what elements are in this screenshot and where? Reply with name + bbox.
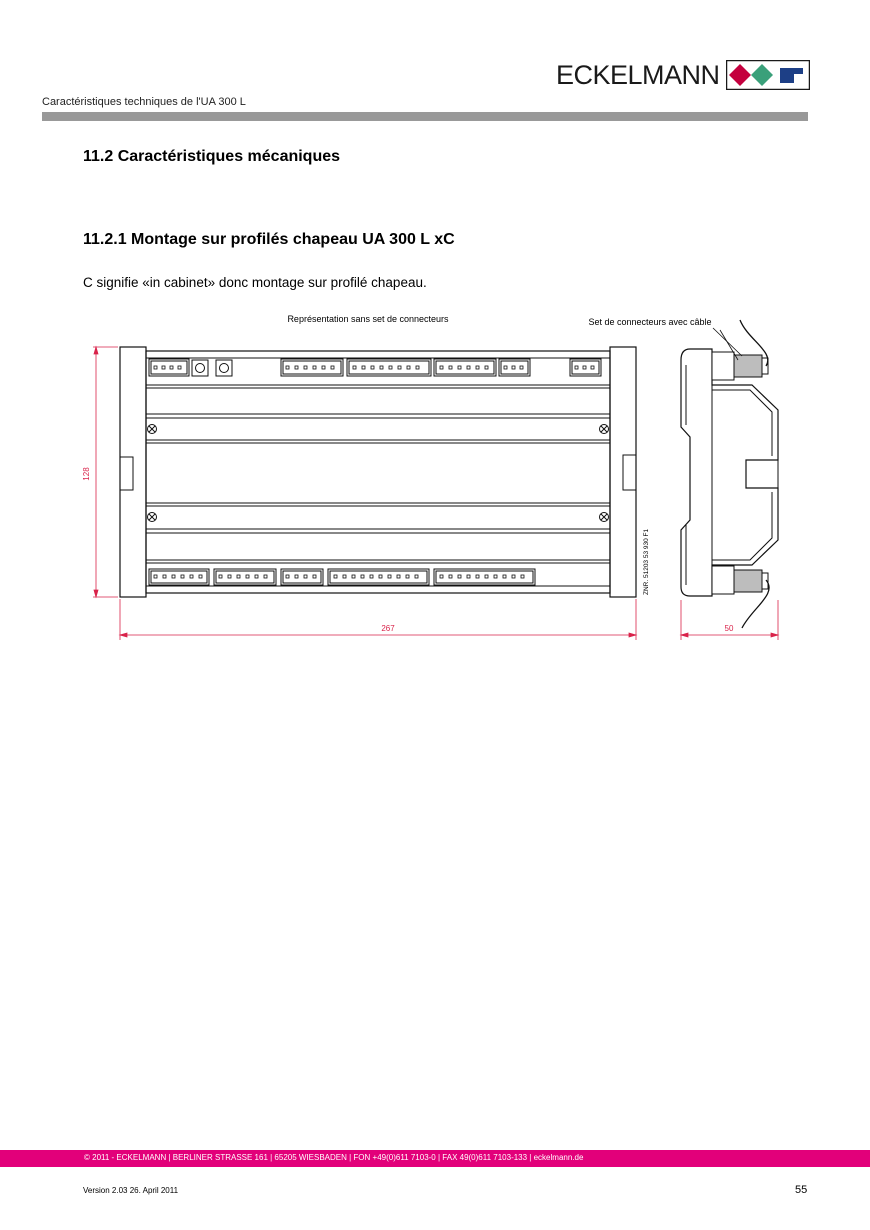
dimension-depth: 50 xyxy=(724,624,734,633)
bottom-connector-2 xyxy=(214,569,276,585)
version-info: Version 2.03 26. April 2011 xyxy=(83,1186,179,1195)
running-header: Caractéristiques techniques de l'UA 300 L xyxy=(42,96,246,108)
footer-contact: © 2011 - ECKELMANN | BERLINER STRASSE 161 | 65205 WIESBADEN | FON +49(0)611 7103-0 | FAX 49(0)611 7103-133 | eckelmann.de xyxy=(84,1153,584,1162)
potentiometer-icon xyxy=(216,360,232,376)
screw-icon xyxy=(600,513,609,522)
technical-drawing xyxy=(0,300,870,645)
screw-icon xyxy=(148,513,157,522)
bottom-connector-4 xyxy=(328,569,429,585)
top-connector-5 xyxy=(499,359,530,376)
top-connector-1 xyxy=(149,359,189,376)
potentiometer-icon xyxy=(192,360,208,376)
page-number: 55 xyxy=(795,1184,808,1196)
dimension-width: 267 xyxy=(381,624,395,633)
brand-mark-icon xyxy=(726,60,810,90)
intro-paragraph: C signifie «in cabinet» donc montage sur profilé chapeau. xyxy=(83,275,427,290)
dimension-height: 128 xyxy=(82,467,91,481)
bottom-connector-3 xyxy=(281,569,323,585)
side-view-caption: Set de connecteurs avec câble xyxy=(588,317,712,327)
brand-logo xyxy=(556,58,810,92)
front-view xyxy=(120,347,636,597)
subsection-heading: 11.2.1 Montage sur profilés chapeau UA 300 L xC xyxy=(83,231,455,248)
screw-icon xyxy=(148,425,157,434)
housing xyxy=(146,351,610,593)
top-connector-6 xyxy=(570,359,601,376)
header-rule xyxy=(42,112,808,121)
front-view-caption: Représentation sans set de connecteurs xyxy=(287,314,449,324)
top-connector-3 xyxy=(347,359,431,376)
section-heading: 11.2 Caractéristiques mécaniques xyxy=(83,148,341,165)
top-connector-4 xyxy=(434,359,496,376)
bottom-connector-1 xyxy=(149,569,209,585)
brand-name: ECKELMANN xyxy=(556,59,720,90)
dimension-lines xyxy=(93,347,778,640)
side-view xyxy=(681,320,778,628)
bottom-connector-5 xyxy=(434,569,535,585)
screw-icon xyxy=(600,425,609,434)
drawing-number: ZNR. 51203 53 930 F1 xyxy=(643,528,650,595)
top-connector-2 xyxy=(281,359,343,376)
